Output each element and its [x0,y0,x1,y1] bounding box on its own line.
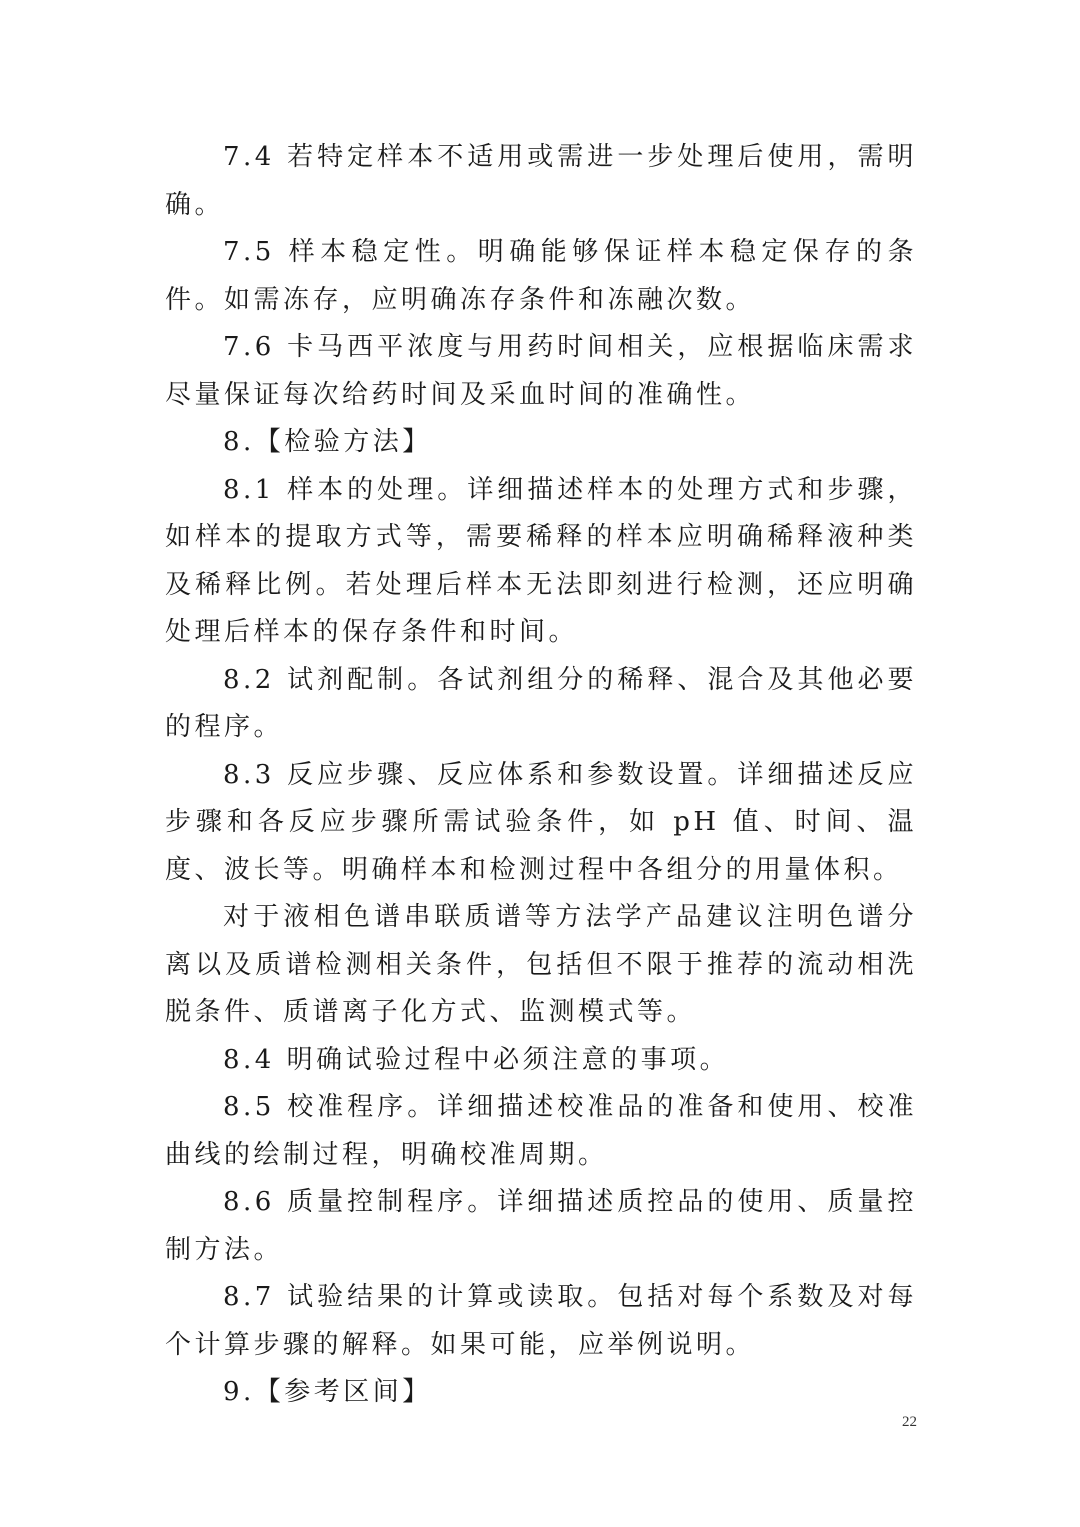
paragraph-8-3: 8.3 反应步骤、反应体系和参数设置。详细描述反应步骤和各反应步骤所需试验条件，如 pH 值、时间、温度、波长等。明确样本和检测过程中各组分的用量体积。 [165,759,917,885]
paragraph-8-5: 8.5 校准程序。详细描述校准品的准备和使用、校准曲线的绘制过程，明确校准周期。 [165,1092,917,1170]
page-number: 22 [902,1414,917,1430]
paragraph-8-7: 8.7 试验结果的计算或读取。包括对每个系数及对每个计算步骤的解释。如果可能，应举例说明。 [165,1282,917,1360]
section-heading-8: 8.【检验方法】 [223,427,432,457]
paragraph-7-5: 7.5 样本稳定性。明确能够保证样本稳定保存的条件。如需冻存，应明确冻存条件和冻融次数。 [165,237,917,315]
paragraph-lc-ms: 对于液相色谱串联质谱等方法学产品建议注明色谱分离以及质谱检测相关条件，包括但不限于推荐的流动相洗脱条件、质谱离子化方式、监测模式等。 [165,902,917,1027]
paragraph-8-4: 8.4 明确试验过程中必须注意的事项。 [223,1044,730,1075]
paragraph-8-6: 8.6 质量控制程序。详细描述质控品的使用、质量控制方法。 [165,1187,917,1265]
paragraph-8-2: 8.2 试剂配制。各试剂组分的稀释、混合及其他必要的程序。 [165,664,917,742]
document-body [165,134,917,1417]
section-heading-9: 9.【参考区间】 [223,1377,432,1407]
paragraph-8-1: 8.1 样本的处理。详细描述样本的处理方式和步骤，如样本的提取方式等，需要稀释的样本应明确稀释液种类及稀释比例。若处理后样本无法即刻进行检测，还应明确处理后样本的保存条件和时间。 [165,474,917,647]
paragraph-7-6: 7.6 卡马西平浓度与用药时间相关，应根据临床需求尽量保证每次给药时间及采血时间的准确性。 [165,332,917,410]
paragraph-7-4: 7.4 若特定样本不适用或需进一步处理后使用，需明确。 [165,142,917,220]
